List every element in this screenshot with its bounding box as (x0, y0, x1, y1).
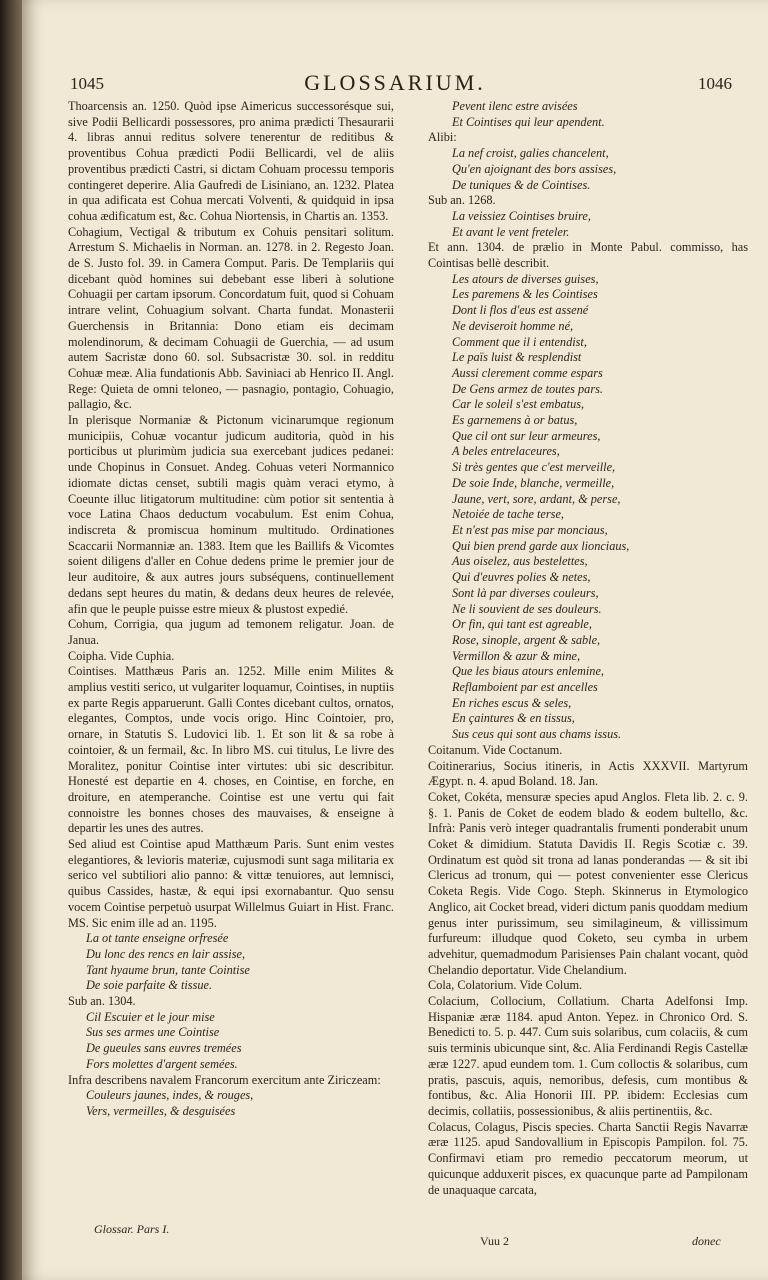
verse-line: Aus oiselez, aus bestelettes, (452, 554, 588, 569)
prose-paragraph: Colacium, Collocium, Collatium. Charta Adelfonsi Imp. Hispaniæ æræ 1184. apud Anton. Yepez. in Chronico Ord. S. Benedicti to. 5. p. 447. Cum suis solaribus, cum colaciis, & cum suis terminis ubicunque sint, &c. Alia Ferdinandi Regis Castellæ æræ 1227. apud eundem tom. 1. Cum colloctis & solaribus, cum pratis, pascuis, aquis, nemoribus, defesis, cum montibus & fontibus, &c. Alia Honorii III. PP. ibidem: Ecclesias cum decimis, collatiis, possessionibus, & aliis pertinentiis, &c. (428, 994, 748, 1118)
prose-paragraph: Et ann. 1304. de prælio in Monte Pabul. commisso, has Cointisas bellè describit. (428, 240, 748, 271)
left-column (68, 99, 394, 1120)
verse-line: Qui d'euvres polies & netes, (452, 570, 591, 585)
verse-line: Es garnemens à or batus, (452, 413, 578, 428)
verse-line: Pevent ilenc estre avisées (452, 99, 578, 113)
verse-line: Qui bien prend garde aux lionciaus, (452, 538, 630, 553)
prose-paragraph: Cola, Colatorium. Vide Colum. (428, 978, 583, 993)
verse-line: Le païs luist & resplendist (452, 350, 582, 365)
prose-paragraph: Thoarcensis an. 1250. Quòd ipse Aimericus successorésque sui, sive Podii Bellicardi possessores, pro anima prædicti Thesaurarii 4. libras annui reditus solvere tenerentur de reditibus & proventibus Cohua prædicti Podii Bellicardi, vel de aliis proventibus prædicti Castri, si dictam Cohuam processu temporis contingeret deperire. Alia Gaufredi de Lisiniano, an. 1232. Platea in qua adificata est Cohua mercati Volventi, & quidquid in ipsa cohua ædificatum est, &c. Cohua Niortensis, in Chartis an. 1353. (68, 99, 394, 223)
verse-line: En çaintures & en tissus, (452, 711, 575, 726)
verse-line: Si très gentes que c'est merveille, (452, 460, 616, 475)
prose-paragraph: Cointises. Matthæus Paris an. 1252. Mille enim Milites & amplius vestiti serico, ut vulgariter loquamur, Cointises, in nuptiis ex parte Regis apparuerunt. Galli Contes dicebant cultos, ornatos, elegantes, Comptos, unde vocis origo. Hinc Cointoier, pro, ornare, in Statutis S. Ludovici lib. 1. Et son lit & sa robe à cointoier, & un fermail, &c. In libro MS. cui titulus, Le livre des Moralitez, ponitur Cointise inter virtutes: ubi sic describitur. Honesté est departie en 4. choses, en Cointise, en forche, en droiture, en atemperanche. Cointise est une vertu qui fait connoistre les bonnes choses des mauvaises, & enseigne à departir les unes des autres. (68, 664, 394, 836)
right-page-number: 1046 (698, 74, 732, 93)
verse-line: Du lonc des rencs en lair assise, (86, 946, 246, 961)
verse-line: Les paremens & les Cointises (452, 287, 598, 302)
left-page-number: 1045 (70, 74, 104, 93)
verse-line: Ne deviseroit homme né, (452, 318, 574, 333)
page-header (22, 70, 768, 100)
verse-line: A beles entrelaceures, (452, 444, 560, 459)
verse-line: Comment que il i entendist, (452, 334, 587, 349)
page-footer (22, 1222, 768, 1274)
verse-line: Et n'est pas mise par monciaus, (452, 522, 608, 537)
prose-paragraph: Colacus, Colagus, Piscis species. Charta Sanctii Regis Navarræ æræ 1125. apud Sandovallium in Episcopis Pampilon. fol. 75. Confirmavi etiam pro remedio peccatorum meorum, ut quicunque adduxerit pisces, ex quacunque parte ad Pampilonam de unaquaque carcata, (428, 1119, 748, 1197)
prose-paragraph: Cohagium, Vectigal & tributum ex Cohuis pensitari solitum. Arrestum S. Michaelis in Norman. an. 1278. in 2. Regesto Joan. de S. Justo fol. 39. in Camera Comput. Paris. De Templariis qui dicebant quòd homines sui debebant esse liberi à solutione Cohuagii per cartam ipsorum. Concordatum fuit, quod si Cohuam intrare velint, Cohuagium solvant. Charta fundat. Monasterii Guerchensis in Britannia: Dono etiam eis decimam molendinorum, & decimam Cohuagii de Guerchia, — ad usum autem Sacristæ dono 60. sol. Subsacristæ 30. sol. in redditu Cohuæ meæ. Alia fundationis Abb. Saviniaci ab Henrico II. Angl. Rege: Quieta de omni teloneo, — pasnagio, pontagio, Cohuagio, pallagio, &c. (68, 224, 394, 412)
verse-line: Et avant le vent freteler. (452, 224, 570, 239)
verse-line: Vers, vermeilles, & desguisées (86, 1104, 236, 1118)
verse-line: En riches escus & seles, (452, 695, 572, 710)
verse-line: Tant hyaume brun, tante Cointise (86, 962, 250, 977)
verse-line: De soie Inde, blanche, vermeille, (452, 475, 615, 490)
verse-line: Que cil ont sur leur armeures, (452, 428, 601, 443)
verse-line: Dont li flos d'eus est assené (452, 303, 589, 318)
prose-paragraph: Alibi: (428, 130, 457, 145)
verse-line: Qu'en ajoignant des bors assises, (452, 161, 617, 176)
verse-line: Fors molettes d'argent semées. (86, 1056, 238, 1071)
prose-paragraph: Coipha. Vide Cuphia. (68, 648, 175, 663)
verse-line: Sus ses armes une Cointise (86, 1025, 220, 1040)
prose-paragraph: Coket, Cokéta, mensuræ species apud Anglos. Fleta lib. 2. c. 9. §. 1. Panis de Coket de eodem blado & eodem bultello, &c. Infrà: Panis verò integer quadrantalis frumenti ponderabit unum Coket & dimidium. Statuta Davidis II. Regis Scotiæ c. 39. Ordinatum est quòd sit trona ad lanas ponderandas — & sit ibi Clericus ad tronum, qui — potest convenienter esse Clericus Coketa Regis. Vide Cogo. Steph. Skinnerus in Etymologico Anglico, ait Cocket bread, videri dictum panis quoddam medium genus inter purissimum, seu similagineum, & villissimum furfureum: illudque quod Coketo, seu cymba in urbem advehitur, quemadmodum Parisienses Pain chalant vocant, quòd Chelandio deportatur. Vide Chelandium. (428, 789, 748, 977)
catchword: donec (692, 1234, 721, 1248)
verse-line: De soie parfaite & tissue. (86, 978, 213, 993)
verse-line: La nef croist, galies chancelent, (452, 146, 609, 161)
verse-line: Les atours de diverses guises, (452, 271, 599, 286)
prose-paragraph: In plerisque Normaniæ & Pictonum vicinarumque regionum municipiis, Cohuæ vocantur judicum auditoria, quòd in his porticibus ut plurimùm judicia sua exercebant judices pedanei: unde Chopinus in Consuet. Andeg. Cohuas veteri Normannico idiomate dictas censet, subtili magis quàm veraci etymo, à Coeunte illuc litigatorum multitudine: cùm potior sit sententia à voce Latina Chaos deductum vocabulum. Est enim Cohua, indiscreta & promiscua hominum multitudo. Ordinationes Scaccarii Normanniæ an. 1383. Item que les Baillifs & Vicomtes soient diligens d'aller en Cohue dedens prime le premier jour de leur auditoire, & aux autres jours subséquens, continuellement dedans sept heures du matin, & dedans deux heures de relevée, afin que le peuple puisse estre mieux & plustost expedié. (68, 413, 394, 616)
prose-paragraph: Cohum, Corrigia, qua jugum ad temonem religatur. Joan. de Janua. (68, 617, 394, 647)
verse-line: Couleurs jaunes, indes, & rouges, (86, 1088, 254, 1103)
signature-mark: Vuu 2 (480, 1234, 509, 1248)
verse-line: Vermillon & azur & mine, (452, 648, 581, 663)
prose-paragraph: Sed aliud est Cointise apud Matthæum Paris. Sunt enim vestes elegantiores, & levioris materiæ, cujusmodi sunt saga militaria ex serico vel subtiliori alio panno: & vittæ tenuiores, aut lemnisci, quibus Cassides, hastæ, & equi ipsi exornabantur. Quo sensu vocem Cointise perpetuò usurpat Willelmus Guiart in Hist. Franc. MS. Sic enim ille ad an. 1195. (68, 837, 394, 930)
verse-line: Or fin, qui tant est agreable, (452, 617, 592, 632)
bottom-note: Glossar. Pars I. (94, 1222, 170, 1236)
prose-paragraph: Sub an. 1268. (428, 193, 496, 208)
verse-line: Et Cointises qui leur apendent. (452, 114, 605, 129)
right-column (428, 99, 748, 1198)
verse-line: Jaune, vert, sore, ardant, & perse, (452, 491, 621, 506)
verse-line: Reflamboient par est ancelles (452, 680, 598, 695)
prose-paragraph: Coitinerarius, Socius itineris, in Actis XXXVII. Martyrum Ægypt. n. 4. apud Boland. 18. Jan. (428, 758, 748, 789)
verse-line: Sont là par diverses couleurs, (452, 585, 599, 600)
verse-line: De gueules sans euvres tremées (86, 1041, 242, 1056)
running-title: GLOSSARIUM. (304, 70, 486, 95)
verse-line: De tuniques & de Cointises. (452, 177, 591, 192)
verse-line: Car le soleil s'est embatus, (452, 397, 585, 412)
verse-line: La veissiez Cointises bruire, (452, 208, 591, 223)
book-page (22, 0, 768, 1280)
verse-line: Aussi clerement comme espars (452, 365, 603, 380)
verse-line: Netoiée de tache terse, (452, 507, 564, 522)
prose-paragraph: Sub an. 1304. (68, 994, 136, 1009)
verse-line: Que les biaus atours enlemine, (452, 664, 604, 679)
verse-line: Rose, sinople, argent & sable, (452, 632, 601, 647)
prose-paragraph: Coitanum. Vide Coctanum. (428, 742, 563, 757)
verse-line: Cil Escuier et le jour mise (86, 1009, 215, 1024)
verse-line: Sus ceus qui sont aus chams issus. (452, 727, 622, 742)
verse-line: De Gens armez de toutes pars. (452, 381, 603, 396)
verse-line: Ne li souvient de ses douleurs. (452, 601, 602, 616)
prose-paragraph: Infra describens navalem Francorum exercitum ante Ziriczeam: (68, 1072, 381, 1087)
verse-line: La ot tante enseigne orfresée (86, 931, 229, 946)
